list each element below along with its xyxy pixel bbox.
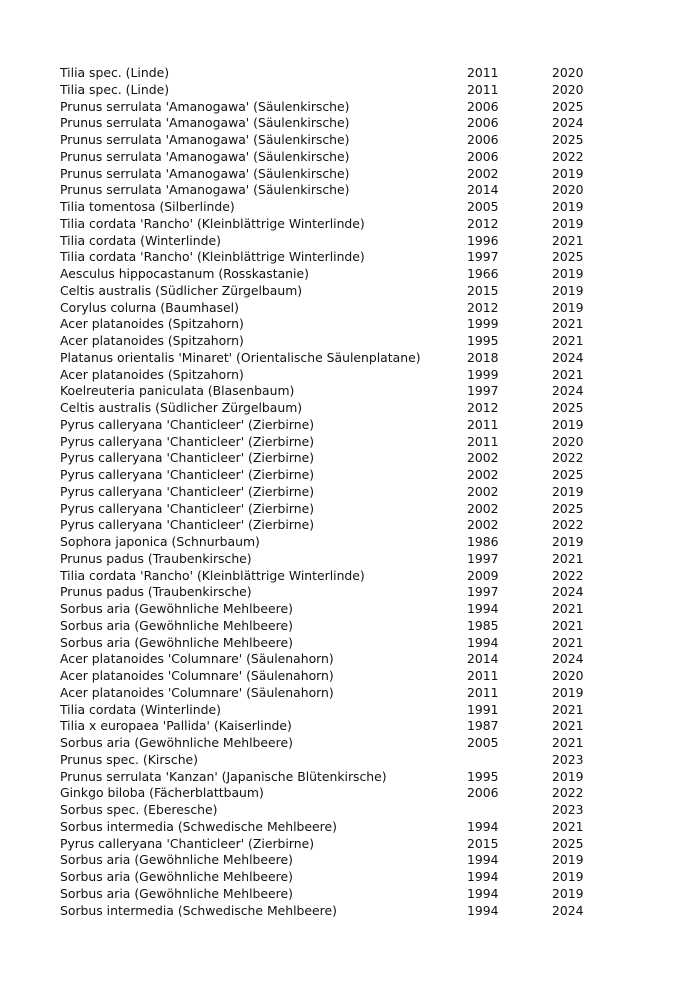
table-row xyxy=(60,82,600,99)
table-row xyxy=(60,819,600,836)
table-row xyxy=(60,869,600,886)
table-row xyxy=(60,316,600,333)
table-row xyxy=(60,568,600,585)
tree-species-cell: Tilia x europaea 'Pallida' (Kaiserlinde) xyxy=(60,718,292,734)
inspection-year-cell: 2025 xyxy=(552,132,584,147)
tree-species-cell: Celtis australis (Südlicher Zürgelbaum) xyxy=(60,282,303,298)
tree-species-cell: Tilia cordata 'Rancho' (Kleinblättrige Winterlinde) xyxy=(60,567,365,583)
inspection-year-cell: 2019 xyxy=(552,165,584,181)
tree-species-cell: Sorbus aria (Gewöhnliche Mehlbeere) xyxy=(60,869,293,884)
inspection-year-cell: 2019 xyxy=(552,483,584,499)
tree-species-cell: Acer platanoides (Spitzahorn) xyxy=(60,366,244,382)
inspection-year-cell: 2020 xyxy=(552,182,584,198)
tree-species-cell: Pyrus calleryana 'Chanticleer' (Zierbirne) xyxy=(60,467,315,482)
inspection-year-cell: 2024 xyxy=(552,349,584,365)
planting-year-cell: 2011 xyxy=(467,433,499,449)
tree-species-cell: Pyrus calleryana 'Chanticleer' (Zierbirne) xyxy=(60,500,315,516)
inspection-year-cell: 2021 xyxy=(552,617,584,633)
table-row xyxy=(60,467,600,484)
table-row xyxy=(60,769,600,786)
inspection-year-cell: 2024 xyxy=(552,651,584,667)
table-row xyxy=(60,852,600,869)
table-row xyxy=(60,785,600,802)
table-row xyxy=(60,735,600,752)
inspection-year-cell: 2025 xyxy=(552,835,584,851)
table-row xyxy=(60,233,600,250)
planting-year-cell: 1996 xyxy=(467,232,499,248)
tree-species-cell: Sorbus aria (Gewöhnliche Mehlbeere) xyxy=(60,735,293,750)
table-row xyxy=(60,434,600,451)
tree-species-cell: Prunus spec. (Kirsche) xyxy=(60,751,199,767)
table-row xyxy=(60,752,600,769)
planting-year-cell: 1994 xyxy=(467,852,499,868)
table-row xyxy=(60,651,600,668)
planting-year-cell: 1999 xyxy=(467,366,499,382)
table-row xyxy=(60,216,600,233)
inspection-year-cell: 2019 xyxy=(552,768,584,784)
tree-species-cell: Pyrus calleryana 'Chanticleer' (Zierbirne) xyxy=(60,517,315,533)
planting-year-cell: 1999 xyxy=(467,316,499,332)
inspection-year-cell: 2021 xyxy=(552,333,584,348)
planting-year-cell: 2015 xyxy=(467,835,499,851)
planting-year-cell: 2011 xyxy=(467,65,499,80)
table-row xyxy=(60,249,600,266)
table-row xyxy=(60,668,600,685)
table-row xyxy=(60,685,600,702)
inspection-year-cell: 2021 xyxy=(552,735,584,750)
tree-species-cell: Sorbus aria (Gewöhnliche Mehlbeere) xyxy=(60,634,293,650)
tree-species-cell: Tilia cordata 'Rancho' (Kleinblättrige Winterlinde) xyxy=(60,215,365,231)
table-row xyxy=(60,802,600,819)
table-row xyxy=(60,501,600,518)
table-row xyxy=(60,115,600,132)
table-row xyxy=(60,450,600,467)
tree-species-cell: Ginkgo biloba (Fächerblattbaum) xyxy=(60,785,264,801)
table-row xyxy=(60,149,600,166)
inspection-year-cell: 2021 xyxy=(552,601,584,616)
planting-year-cell: 2006 xyxy=(467,148,499,164)
table-row xyxy=(60,266,600,283)
planting-year-cell: 1997 xyxy=(467,249,499,265)
inspection-year-cell: 2019 xyxy=(552,282,584,298)
planting-year-cell: 1986 xyxy=(467,534,499,549)
planting-year-cell: 2011 xyxy=(467,416,499,432)
inspection-year-cell: 2022 xyxy=(552,517,584,533)
inspection-year-cell: 2023 xyxy=(552,751,584,767)
planting-year-cell: 2011 xyxy=(467,668,499,683)
tree-species-cell: Tilia spec. (Linde) xyxy=(60,65,170,80)
planting-year-cell: 2011 xyxy=(467,81,499,97)
inspection-year-cell: 2019 xyxy=(552,299,584,315)
inspection-year-cell: 2025 xyxy=(552,500,584,516)
tree-species-cell: Prunus serrulata 'Amanogawa' (Säulenkirsche) xyxy=(60,115,350,131)
inspection-year-cell: 2024 xyxy=(552,115,584,131)
inspection-year-cell: 2021 xyxy=(552,701,584,717)
planting-year-cell: 2002 xyxy=(467,165,499,181)
table-row xyxy=(60,635,600,652)
inspection-year-cell: 2019 xyxy=(552,534,584,549)
inspection-year-cell: 2020 xyxy=(552,81,584,97)
tree-species-cell: Celtis australis (Südlicher Zürgelbaum) xyxy=(60,400,303,415)
planting-year-cell: 1987 xyxy=(467,718,499,734)
tree-species-cell: Prunus serrulata 'Kanzan' (Japanische Blütenkirsche) xyxy=(60,768,387,784)
tree-species-cell: Sorbus aria (Gewöhnliche Mehlbeere) xyxy=(60,617,293,633)
inspection-year-cell: 2019 xyxy=(552,852,584,868)
planting-year-cell: 2018 xyxy=(467,349,499,365)
table-row xyxy=(60,836,600,853)
planting-year-cell: 2014 xyxy=(467,182,499,198)
tree-species-cell: Acer platanoides 'Columnare' (Säulenahorn) xyxy=(60,684,334,700)
tree-species-cell: Acer platanoides (Spitzahorn) xyxy=(60,316,244,332)
planting-year-cell: 2005 xyxy=(467,199,499,214)
tree-species-cell: Aesculus hippocastanum (Rosskastanie) xyxy=(60,266,309,281)
table-row xyxy=(60,350,600,367)
inspection-year-cell: 2021 xyxy=(552,718,584,734)
table-row xyxy=(60,182,600,199)
planting-year-cell: 1994 xyxy=(467,902,499,918)
tree-species-cell: Sorbus intermedia (Schwedische Mehlbeere) xyxy=(60,818,337,834)
tree-species-cell: Tilia tomentosa (Silberlinde) xyxy=(60,199,235,214)
inspection-year-cell: 2019 xyxy=(552,885,584,901)
tree-species-cell: Prunus serrulata 'Amanogawa' (Säulenkirsche) xyxy=(60,148,350,164)
inspection-year-cell: 2019 xyxy=(552,199,584,214)
inspection-year-cell: 2025 xyxy=(552,400,584,415)
inspection-year-cell: 2025 xyxy=(552,249,584,265)
table-row xyxy=(60,300,600,317)
tree-species-cell: Prunus serrulata 'Amanogawa' (Säulenkirsche) xyxy=(60,165,350,181)
table-row xyxy=(60,65,600,82)
inspection-year-cell: 2020 xyxy=(552,65,584,80)
planting-year-cell: 2002 xyxy=(467,450,499,466)
planting-year-cell: 2014 xyxy=(467,651,499,667)
tree-species-cell: Pyrus calleryana 'Chanticleer' (Zierbirne) xyxy=(60,483,315,499)
inspection-year-cell: 2024 xyxy=(552,584,584,600)
inspection-year-cell: 2022 xyxy=(552,785,584,801)
planting-year-cell: 2009 xyxy=(467,567,499,583)
tree-species-cell: Acer platanoides (Spitzahorn) xyxy=(60,333,244,348)
planting-year-cell: 1997 xyxy=(467,550,499,566)
planting-year-cell: 2012 xyxy=(467,400,499,415)
tree-species-cell: Tilia cordata 'Rancho' (Kleinblättrige Winterlinde) xyxy=(60,249,365,265)
tree-species-cell: Tilia cordata (Winterlinde) xyxy=(60,232,221,248)
inspection-year-cell: 2021 xyxy=(552,818,584,834)
tree-species-cell: Prunus padus (Traubenkirsche) xyxy=(60,584,252,600)
tree-species-cell: Sorbus intermedia (Schwedische Mehlbeere) xyxy=(60,902,337,918)
tree-species-cell: Tilia cordata (Winterlinde) xyxy=(60,701,221,717)
tree-species-cell: Prunus serrulata 'Amanogawa' (Säulenkirsche) xyxy=(60,132,350,147)
inspection-year-cell: 2021 xyxy=(552,316,584,332)
table-row xyxy=(60,333,600,350)
planting-year-cell: 2002 xyxy=(467,483,499,499)
table-row xyxy=(60,400,600,417)
planting-year-cell: 2015 xyxy=(467,282,499,298)
tree-species-cell: Acer platanoides 'Columnare' (Säulenahorn) xyxy=(60,668,334,683)
table-row xyxy=(60,417,600,434)
planting-year-cell: 2006 xyxy=(467,785,499,801)
inspection-year-cell: 2021 xyxy=(552,634,584,650)
inspection-year-cell: 2025 xyxy=(552,98,584,114)
table-row xyxy=(60,367,600,384)
tree-species-cell: Sorbus aria (Gewöhnliche Mehlbeere) xyxy=(60,852,293,868)
planting-year-cell: 2012 xyxy=(467,299,499,315)
table-row xyxy=(60,99,600,116)
tree-species-cell: Sorbus spec. (Eberesche) xyxy=(60,802,218,817)
tree-species-cell: Pyrus calleryana 'Chanticleer' (Zierbirne) xyxy=(60,450,315,466)
table-row xyxy=(60,199,600,216)
tree-species-cell: Pyrus calleryana 'Chanticleer' (Zierbirne) xyxy=(60,433,315,449)
inspection-year-cell: 2022 xyxy=(552,567,584,583)
planting-year-cell: 1994 xyxy=(467,818,499,834)
tree-species-cell: Platanus orientalis 'Minaret' (Orientalische Säulenplatane) xyxy=(60,349,421,365)
planting-year-cell: 1985 xyxy=(467,617,499,633)
inspection-year-cell: 2022 xyxy=(552,148,584,164)
inspection-year-cell: 2024 xyxy=(552,383,584,399)
inspection-year-cell: 2021 xyxy=(552,366,584,382)
inspection-year-cell: 2019 xyxy=(552,266,584,281)
planting-year-cell: 2002 xyxy=(467,500,499,516)
inspection-year-cell: 2019 xyxy=(552,869,584,884)
table-row xyxy=(60,484,600,501)
inspection-year-cell: 2025 xyxy=(552,467,584,482)
planting-year-cell: 2002 xyxy=(467,517,499,533)
inspection-year-cell: 2024 xyxy=(552,902,584,918)
planting-year-cell: 2006 xyxy=(467,98,499,114)
planting-year-cell: 2011 xyxy=(467,684,499,700)
planting-year-cell: 2005 xyxy=(467,735,499,750)
table-row xyxy=(60,132,600,149)
planting-year-cell: 1966 xyxy=(467,266,499,281)
tree-species-cell: Sorbus aria (Gewöhnliche Mehlbeere) xyxy=(60,601,293,616)
inspection-year-cell: 2019 xyxy=(552,416,584,432)
planting-year-cell: 1994 xyxy=(467,601,499,616)
planting-year-cell: 2006 xyxy=(467,115,499,131)
planting-year-cell: 2002 xyxy=(467,467,499,482)
table-row xyxy=(60,702,600,719)
tree-species-cell: Prunus padus (Traubenkirsche) xyxy=(60,550,252,566)
tree-species-cell: Corylus colurna (Baumhasel) xyxy=(60,299,239,315)
tree-species-cell: Koelreuteria paniculata (Blasenbaum) xyxy=(60,383,295,399)
planting-year-cell: 2012 xyxy=(467,215,499,231)
planting-year-cell: 1997 xyxy=(467,584,499,600)
inspection-year-cell: 2020 xyxy=(552,433,584,449)
planting-year-cell: 1994 xyxy=(467,869,499,884)
table-row xyxy=(60,718,600,735)
inspection-year-cell: 2021 xyxy=(552,232,584,248)
inspection-year-cell: 2021 xyxy=(552,550,584,566)
inspection-year-cell: 2023 xyxy=(552,802,584,817)
tree-species-cell: Tilia spec. (Linde) xyxy=(60,81,170,97)
tree-species-cell: Sophora japonica (Schnurbaum) xyxy=(60,534,260,549)
tree-species-cell: Pyrus calleryana 'Chanticleer' (Zierbirne) xyxy=(60,416,315,432)
planting-year-cell: 1995 xyxy=(467,333,499,348)
table-row xyxy=(60,166,600,183)
planting-year-cell: 1997 xyxy=(467,383,499,399)
table-row xyxy=(60,886,600,903)
inspection-year-cell: 2019 xyxy=(552,215,584,231)
tree-species-cell: Acer platanoides 'Columnare' (Säulenahorn) xyxy=(60,651,334,667)
planting-year-cell: 1991 xyxy=(467,701,499,717)
table-row xyxy=(60,601,600,618)
inspection-year-cell: 2019 xyxy=(552,684,584,700)
tree-table xyxy=(60,65,600,919)
tree-species-cell: Pyrus calleryana 'Chanticleer' (Zierbirne) xyxy=(60,835,315,851)
table-row xyxy=(60,283,600,300)
inspection-year-cell: 2020 xyxy=(552,668,584,683)
table-row xyxy=(60,534,600,551)
inspection-year-cell: 2022 xyxy=(552,450,584,466)
planting-year-cell: 1994 xyxy=(467,885,499,901)
table-row xyxy=(60,517,600,534)
tree-species-cell: Sorbus aria (Gewöhnliche Mehlbeere) xyxy=(60,885,293,901)
table-row xyxy=(60,551,600,568)
tree-species-cell: Prunus serrulata 'Amanogawa' (Säulenkirsche) xyxy=(60,98,350,114)
table-row xyxy=(60,903,600,920)
table-row xyxy=(60,618,600,635)
table-row xyxy=(60,383,600,400)
table-row xyxy=(60,584,600,601)
planting-year-cell: 2006 xyxy=(467,132,499,147)
planting-year-cell: 1995 xyxy=(467,768,499,784)
tree-species-cell: Prunus serrulata 'Amanogawa' (Säulenkirsche) xyxy=(60,182,350,198)
planting-year-cell: 1994 xyxy=(467,634,499,650)
